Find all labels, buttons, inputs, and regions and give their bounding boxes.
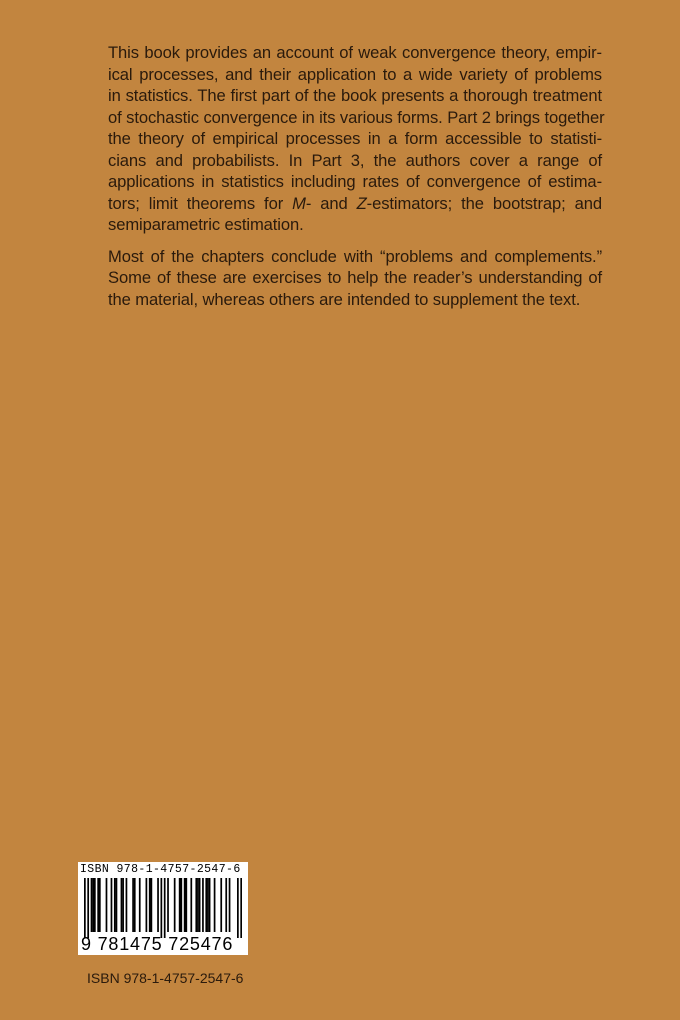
barcode-bar	[126, 878, 128, 932]
blurb-line: Most of the chapters conclude with “problems and complements.”	[108, 246, 602, 266]
barcode-bar	[185, 878, 187, 932]
barcode-bar	[199, 878, 201, 932]
isbn-text: ISBN 978-1-4757-2547-6	[87, 970, 244, 986]
barcode-bar	[134, 878, 136, 932]
barcode-bar	[87, 878, 89, 938]
barcode-bar	[116, 878, 118, 932]
barcode-bar	[179, 878, 181, 932]
blurb-line: semiparametric estimation.	[108, 215, 304, 234]
barcode-bar	[161, 878, 163, 938]
blurb-line: This book provides an account of weak convergence theory, empir-	[108, 43, 602, 62]
barcode-bar	[184, 878, 186, 932]
barcode-bar	[214, 878, 216, 932]
barcode-digits: 9 781475 725476	[81, 934, 234, 954]
barcode-bar	[240, 878, 242, 938]
barcode-bar	[237, 878, 239, 938]
barcode-bar	[99, 878, 101, 932]
barcode-bar	[207, 878, 209, 932]
barcode-bar	[167, 878, 169, 932]
barcode-bar	[146, 878, 148, 932]
blurb-segment: -estimators; the bootstrap; and	[366, 193, 602, 213]
blurb-paragraph-2	[108, 246, 602, 311]
barcode-bar	[132, 878, 134, 932]
blurb-line-estimators	[108, 193, 602, 215]
barcode-bar	[205, 878, 207, 932]
barcode-isbn-label: ISBN 978-1-4757-2547-6	[80, 863, 241, 876]
blurb-line: cians and probabilists. In Part 3, the authors cover a range of	[108, 150, 602, 170]
blurb-italic-m: M	[292, 193, 306, 213]
barcode-bar	[111, 878, 113, 932]
barcode-bar	[91, 878, 93, 932]
barcode-bar	[151, 878, 153, 932]
barcode-bar	[180, 878, 182, 932]
blurb-line: the theory of empirical processes in a form accessible to statisti-	[108, 129, 602, 148]
barcode-bar	[195, 878, 197, 932]
blurb-line: in statistics. The first part of the book presents a thorough treatment	[108, 86, 602, 105]
barcode-bar	[114, 878, 116, 932]
barcode-bar	[190, 878, 192, 932]
isbn-barcode	[78, 862, 248, 955]
blurb-paragraph-1	[108, 42, 605, 236]
barcode-bar	[149, 878, 151, 932]
back-cover-blurb	[108, 42, 605, 320]
blurb-line: the material, whereas others are intended to supplement the text.	[108, 289, 581, 309]
barcode-bar	[97, 878, 99, 932]
blurb-line: Some of these are exercises to help the reader’s understanding of	[108, 268, 602, 287]
barcode-bar	[202, 878, 204, 932]
blurb-line: of stochastic convergence in its various forms. Part 2 brings together	[108, 107, 605, 127]
barcode-bar	[197, 878, 199, 932]
barcode-bar	[106, 878, 108, 932]
barcode-bar	[94, 878, 96, 932]
blurb-line: applications in statistics including rates of convergence of estima-	[108, 172, 602, 191]
barcode-bar	[209, 878, 211, 932]
barcode-bar	[157, 878, 159, 932]
barcode-bar	[225, 878, 227, 932]
barcode-bar	[92, 878, 94, 932]
barcode-bar	[229, 878, 231, 932]
barcode-bar	[139, 878, 141, 932]
blurb-segment: - and	[305, 193, 357, 213]
blurb-segment: tors; limit theorems for	[108, 193, 293, 213]
blurb-italic-z: Z	[356, 193, 367, 213]
barcode-bar	[84, 878, 86, 938]
barcode-bar	[164, 878, 166, 938]
blurb-line: ical processes, and their application to a wide variety of problems	[108, 64, 602, 84]
barcode-bar	[121, 878, 123, 932]
barcode-bars	[84, 878, 242, 938]
barcode-bar	[220, 878, 222, 932]
barcode-bar	[122, 878, 124, 932]
barcode-bar	[174, 878, 176, 932]
